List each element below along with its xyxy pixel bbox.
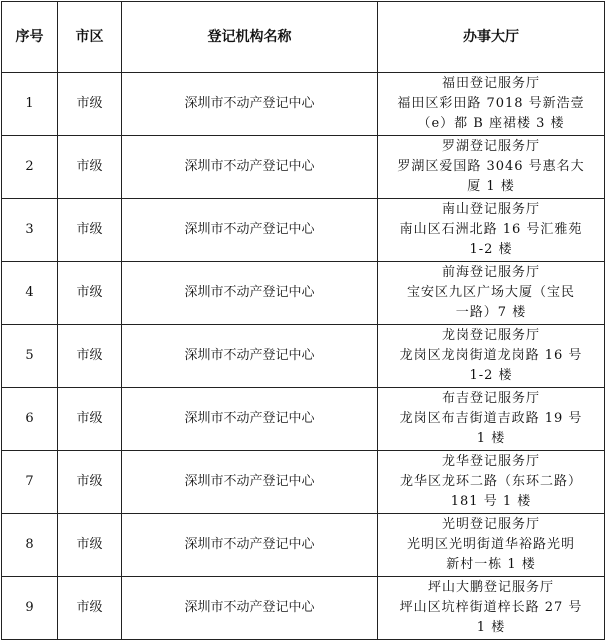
hall-address-line: 1 楼 [476,620,506,635]
index-cell: 2 [2,136,58,199]
header-row [2,2,605,73]
hall-cell [378,514,605,577]
agency-cell: 深圳市不动产登记中心 [122,136,378,199]
table-row [2,514,605,577]
hall-cell [378,577,605,640]
table-row [2,325,605,388]
hall-name: 龙华登记服务厅 [441,454,540,469]
hall-name: 龙岗登记服务厅 [441,328,540,343]
hall-address-line: 南山区石洲北路 16 号汇雅苑 [399,222,583,237]
hall-address-line: 1-2 楼 [469,368,513,383]
agency-cell: 深圳市不动产登记中心 [122,514,378,577]
district-cell: 市级 [58,451,122,514]
header-agency: 登记机构名称 [122,2,378,73]
district-cell: 市级 [58,73,122,136]
hall-cell [378,262,605,325]
district-cell: 市级 [58,199,122,262]
header-index: 序号 [2,2,58,73]
hall-address-line: 龙岗区布吉街道吉政路 19 号 [399,411,583,426]
hall-address-line: 1-2 楼 [469,242,513,257]
table-row [2,388,605,451]
hall-name: 光明登记服务厅 [441,517,540,532]
index-cell: 9 [2,577,58,640]
district-cell: 市级 [58,136,122,199]
hall-address-line: 一路）7 楼 [455,305,527,320]
hall-address-line: 龙华区龙环二路（东环二路） [399,474,582,489]
hall-address-line: 福田区彩田路 7018 号新浩壹 [397,96,585,111]
hall-cell [378,451,605,514]
table-row [2,199,605,262]
hall-cell [378,73,605,136]
header-district: 市区 [58,2,122,73]
hall-name: 南山登记服务厅 [441,202,540,217]
index-cell: 1 [2,73,58,136]
table-row [2,262,605,325]
table-row [2,577,605,640]
index-cell: 3 [2,199,58,262]
hall-address-line: 宝安区九区广场大厦（宝民 [406,285,575,300]
hall-cell [378,136,605,199]
header-hall: 办事大厅 [378,2,605,73]
hall-address-line: 厦 1 楼 [467,179,515,194]
agency-cell: 深圳市不动产登记中心 [122,325,378,388]
agency-cell: 深圳市不动产登记中心 [122,451,378,514]
index-cell: 5 [2,325,58,388]
hall-name: 前海登记服务厅 [441,265,540,280]
hall-address-line: 龙岗区龙岗街道龙岗路 16 号 [399,348,583,363]
district-cell: 市级 [58,262,122,325]
district-cell: 市级 [58,388,122,451]
hall-address-line: （e）都 B 座裙楼 3 楼 [417,116,565,131]
district-cell: 市级 [58,577,122,640]
hall-cell [378,199,605,262]
agency-cell: 深圳市不动产登记中心 [122,262,378,325]
hall-address-line: 1 楼 [476,431,506,446]
table-body [2,73,605,640]
index-cell: 4 [2,262,58,325]
table-row [2,73,605,136]
hall-address-line: 光明区光明街道华裕路光明 [406,537,575,552]
agency-cell: 深圳市不动产登记中心 [122,577,378,640]
hall-name: 罗湖登记服务厅 [441,139,540,154]
hall-cell [378,325,605,388]
index-cell: 8 [2,514,58,577]
hall-cell [378,388,605,451]
registration-halls-table [1,1,605,640]
hall-name: 坪山大鹏登记服务厅 [427,580,554,595]
agency-cell: 深圳市不动产登记中心 [122,388,378,451]
district-cell: 市级 [58,514,122,577]
hall-address-line: 新村一栋 1 楼 [446,557,536,572]
hall-address-line: 罗湖区爱国路 3046 号惠名大 [397,159,585,174]
agency-cell: 深圳市不动产登记中心 [122,199,378,262]
hall-name: 福田登记服务厅 [441,76,540,91]
table-row [2,136,605,199]
table-row [2,451,605,514]
agency-cell: 深圳市不动产登记中心 [122,73,378,136]
index-cell: 7 [2,451,58,514]
hall-address-line: 坪山区坑梓街道梓长路 27 号 [399,600,583,615]
district-cell: 市级 [58,325,122,388]
hall-name: 布吉登记服务厅 [441,391,540,406]
index-cell: 6 [2,388,58,451]
hall-address-line: 181 号 1 楼 [450,494,532,509]
